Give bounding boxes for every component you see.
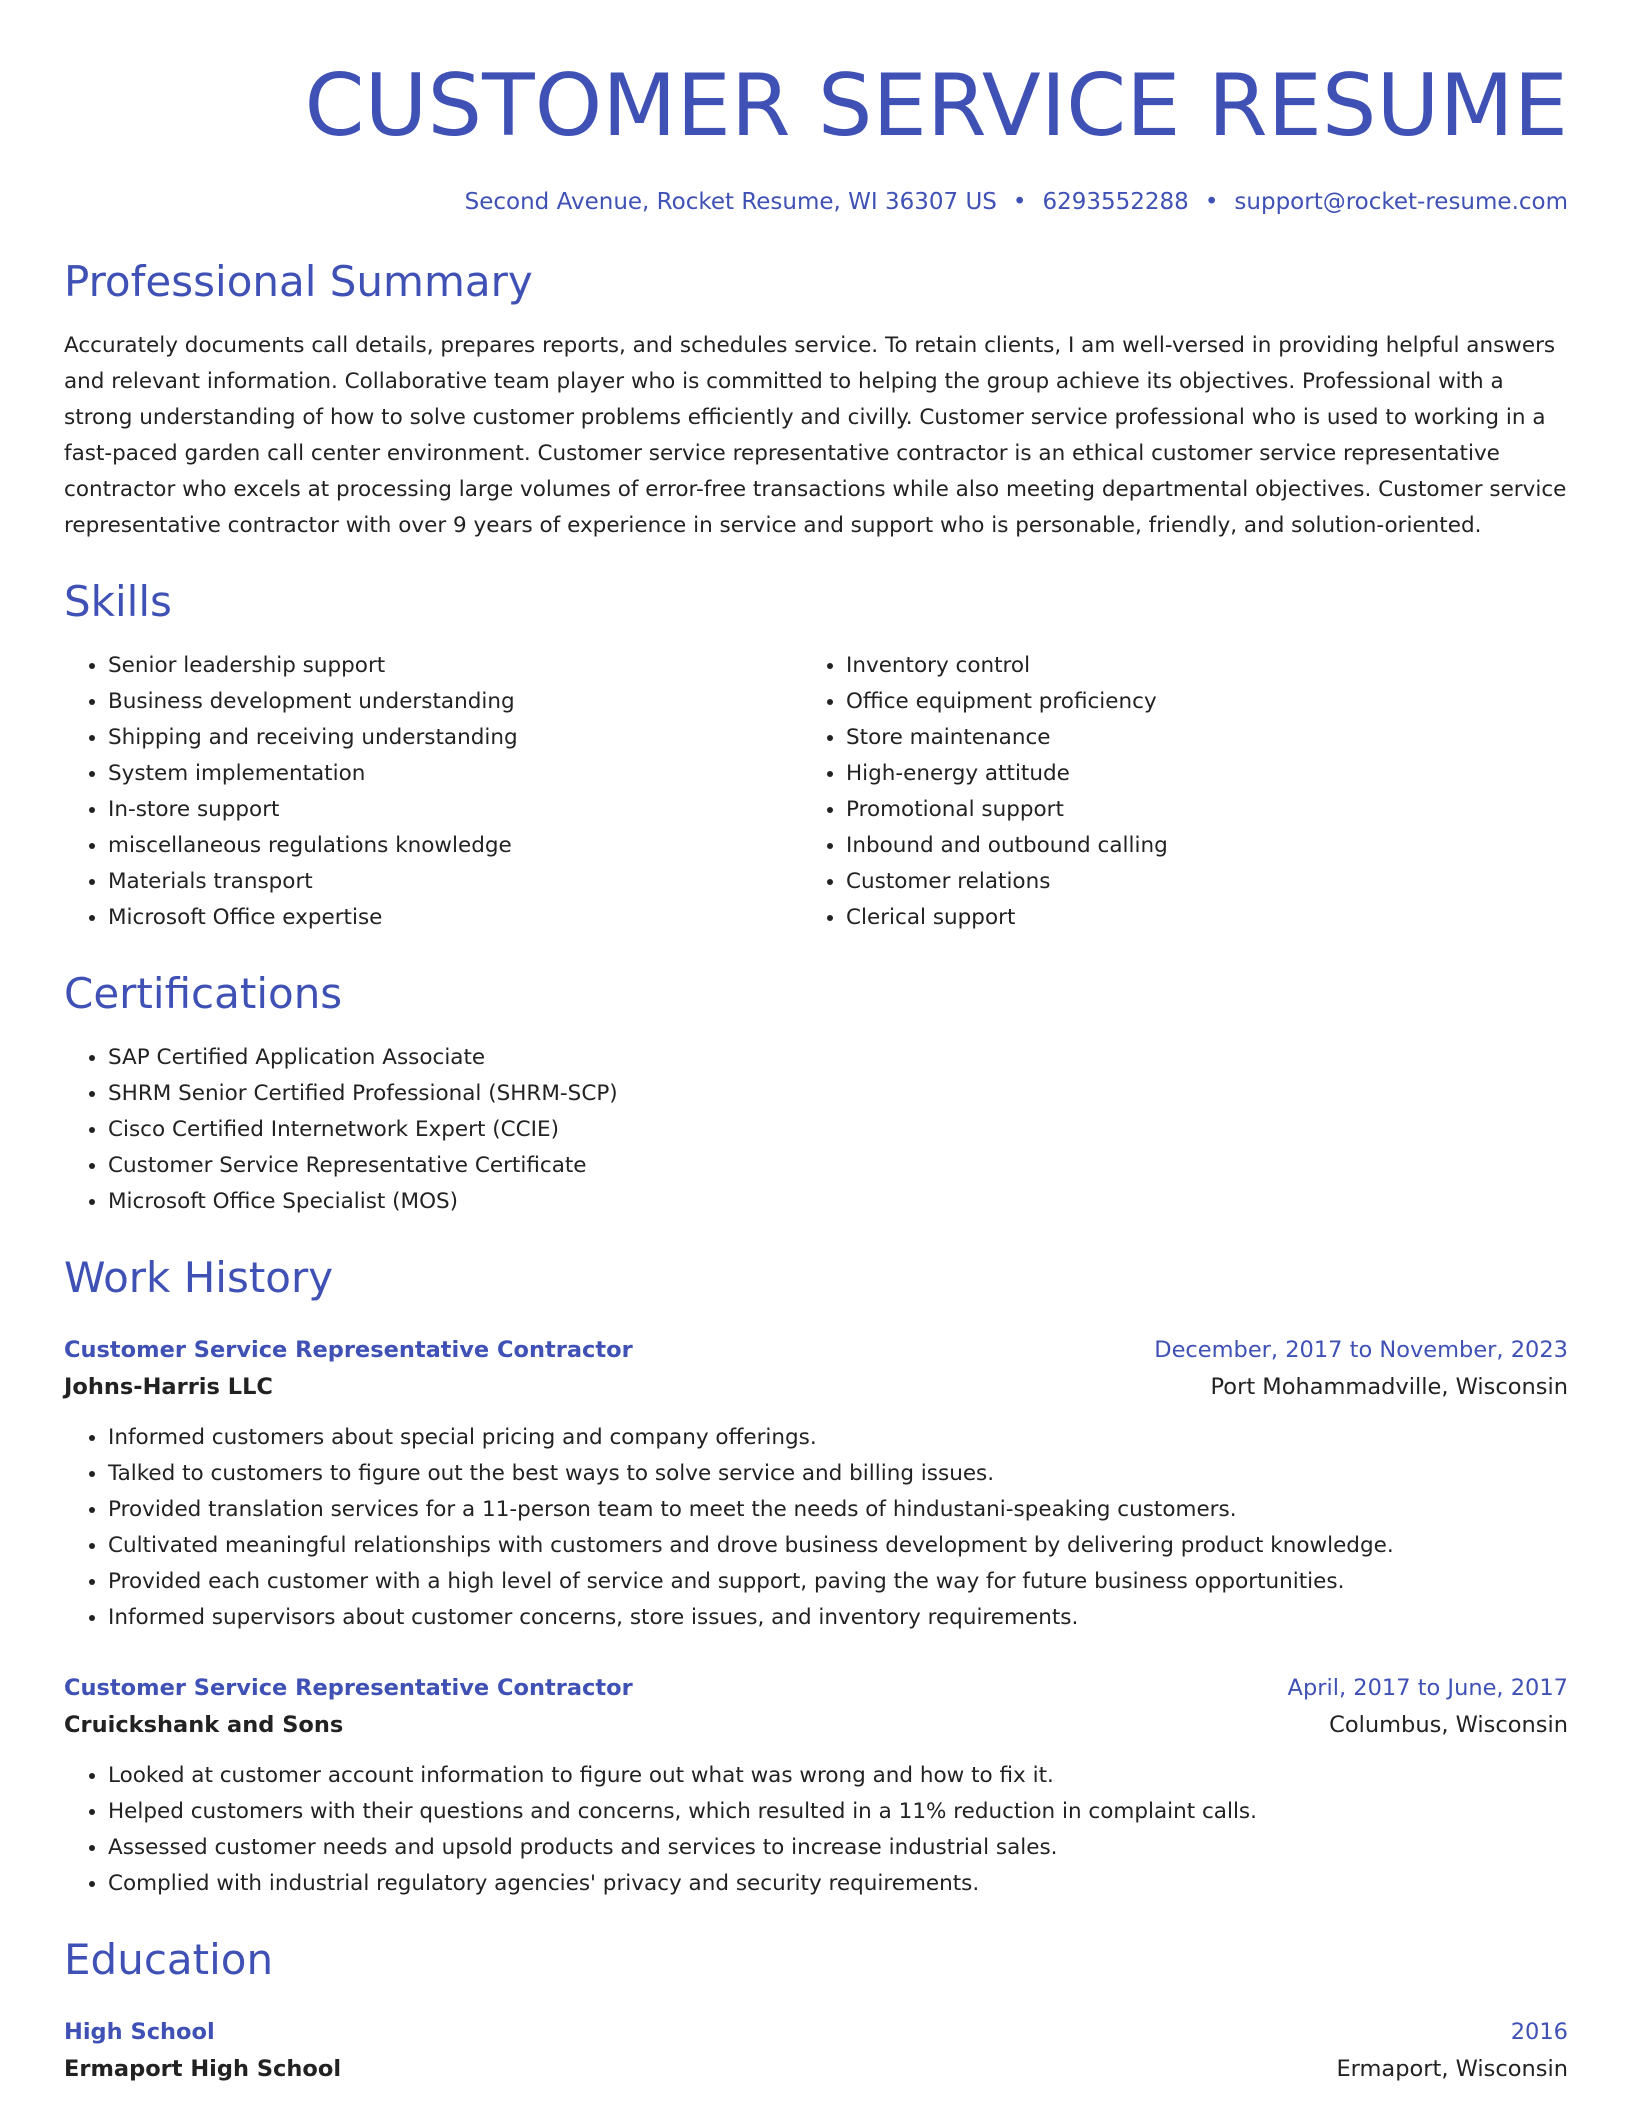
education-location: Ermaport, Wisconsin bbox=[1336, 2056, 1568, 2082]
certifications-list bbox=[64, 1040, 1568, 1220]
skill-item: • High-energy attitude bbox=[846, 756, 1568, 792]
skill-item: • Inbound and outbound calling bbox=[846, 828, 1568, 864]
job-duties-list bbox=[64, 1758, 1568, 1902]
job-duty: • Provided translation services for a 11-person team to meet the needs of hindustani-speaking customers. bbox=[108, 1492, 1568, 1528]
certifications-heading: Certifications bbox=[64, 969, 343, 1018]
work-history-heading: Work History bbox=[64, 1253, 334, 1302]
job-duty: • Cultivated meaningful relationships with customers and drove business development by delivering product knowledge. bbox=[108, 1528, 1568, 1564]
job-company: Johns-Harris LLC bbox=[64, 1374, 273, 1400]
skill-item: • Promotional support bbox=[846, 792, 1568, 828]
skills-section bbox=[64, 574, 1568, 936]
job-dates: April, 2017 to June, 2017 bbox=[1287, 1675, 1568, 1701]
contact-separator: • bbox=[1204, 189, 1219, 215]
skill-item: • Materials transport bbox=[108, 864, 802, 900]
skills-heading: Skills bbox=[64, 577, 172, 626]
skill-item: • Business development understanding bbox=[108, 684, 802, 720]
education-school: Ermaport High School bbox=[64, 2056, 342, 2082]
contact-phone: 6293552288 bbox=[1042, 189, 1189, 215]
skill-item: • System implementation bbox=[108, 756, 802, 792]
education-degree: High School bbox=[64, 2019, 215, 2045]
work-history-section bbox=[64, 1250, 1568, 1902]
education-year: 2016 bbox=[1510, 2019, 1568, 2045]
job-duty: • Informed supervisors about customer concerns, store issues, and inventory requirements. bbox=[108, 1600, 1568, 1636]
skill-item: • Microsoft Office expertise bbox=[108, 900, 802, 936]
job-location: Columbus, Wisconsin bbox=[1329, 1712, 1568, 1738]
job-duty: • Talked to customers to figure out the best ways to solve service and billing issues. bbox=[108, 1456, 1568, 1492]
job-entry bbox=[64, 1670, 1568, 1902]
job-title-row bbox=[64, 1670, 1568, 1706]
job-location: Port Mohammadville, Wisconsin bbox=[1210, 1374, 1568, 1400]
skill-item: • Customer relations bbox=[846, 864, 1568, 900]
skills-list-right bbox=[802, 648, 1568, 936]
job-duty: • Provided each customer with a high level of service and support, paving the way for future business opportunities. bbox=[108, 1564, 1568, 1600]
education-school-row bbox=[64, 2050, 1568, 2088]
job-duty: • Informed customers about special pricing and company offerings. bbox=[108, 1420, 1568, 1456]
skill-item: • Store maintenance bbox=[846, 720, 1568, 756]
summary-text: Accurately documents call details, prepares reports, and schedules service. To retain clients, I am well-versed in providing helpful answers and relevant information. Collaborative team player who is committed to helping the group achieve its objectives. Professional with a strong understanding of how to solve customer problems efficiently and civilly. Customer service professional who is used to working in a fast-paced garden call center environment. Customer service representative contractor is an ethical customer service representative contractor who excels at processing large volumes of error-free transactions while also meeting departmental objectives. Customer service representative contractor with over 9 years of experience in service and support who is personable, friendly, and solution-oriented. bbox=[64, 333, 1567, 538]
certification-item: • SAP Certified Application Associate bbox=[108, 1040, 1568, 1076]
skill-item: • Inventory control bbox=[846, 648, 1568, 684]
skills-columns bbox=[64, 630, 1568, 936]
skill-item: • Shipping and receiving understanding bbox=[108, 720, 802, 756]
skills-list-left bbox=[64, 648, 802, 936]
education-entry bbox=[64, 2014, 1568, 2088]
certification-item: • Customer Service Representative Certificate bbox=[108, 1148, 1568, 1184]
contact-line bbox=[64, 186, 1568, 218]
education-section bbox=[64, 1932, 1568, 2088]
education-heading: Education bbox=[64, 1935, 274, 1984]
job-duties-list bbox=[64, 1420, 1568, 1636]
certifications-section bbox=[64, 966, 1568, 1220]
job-company-row bbox=[64, 1706, 1568, 1744]
job-duty: • Looked at customer account information to figure out what was wrong and how to fix it. bbox=[108, 1758, 1568, 1794]
job-dates: December, 2017 to November, 2023 bbox=[1154, 1337, 1568, 1363]
resume-header bbox=[64, 56, 1568, 218]
resume-title: CUSTOMER SERVICE RESUME bbox=[304, 56, 1568, 156]
skill-item: • In-store support bbox=[108, 792, 802, 828]
job-company-row bbox=[64, 1368, 1568, 1406]
contact-email: support@rocket-resume.com bbox=[1234, 189, 1568, 215]
job-role: Customer Service Representative Contractor bbox=[64, 1337, 633, 1363]
summary-heading: Professional Summary bbox=[64, 257, 533, 306]
job-title-row bbox=[64, 1332, 1568, 1368]
certification-item: • Microsoft Office Specialist (MOS) bbox=[108, 1184, 1568, 1220]
skill-item: • Senior leadership support bbox=[108, 648, 802, 684]
job-role: Customer Service Representative Contractor bbox=[64, 1675, 633, 1701]
skill-item: • miscellaneous regulations knowledge bbox=[108, 828, 802, 864]
skill-item: • Office equipment proficiency bbox=[846, 684, 1568, 720]
job-duty: • Complied with industrial regulatory agencies' privacy and security requirements. bbox=[108, 1866, 1568, 1902]
education-degree-row bbox=[64, 2014, 1568, 2050]
contact-address: Second Avenue, Rocket Resume, WI 36307 US bbox=[464, 189, 997, 215]
contact-separator: • bbox=[1012, 189, 1027, 215]
job-duty: • Assessed customer needs and upsold products and services to increase industrial sales. bbox=[108, 1830, 1568, 1866]
job-duty: • Helped customers with their questions and concerns, which resulted in a 11% reduction in complaint calls. bbox=[108, 1794, 1568, 1830]
skill-item: • Clerical support bbox=[846, 900, 1568, 936]
job-company: Cruickshank and Sons bbox=[64, 1712, 344, 1738]
summary-section bbox=[64, 254, 1568, 544]
certification-item: • Cisco Certified Internetwork Expert (CCIE) bbox=[108, 1112, 1568, 1148]
certification-item: • SHRM Senior Certified Professional (SHRM-SCP) bbox=[108, 1076, 1568, 1112]
job-entry bbox=[64, 1332, 1568, 1636]
